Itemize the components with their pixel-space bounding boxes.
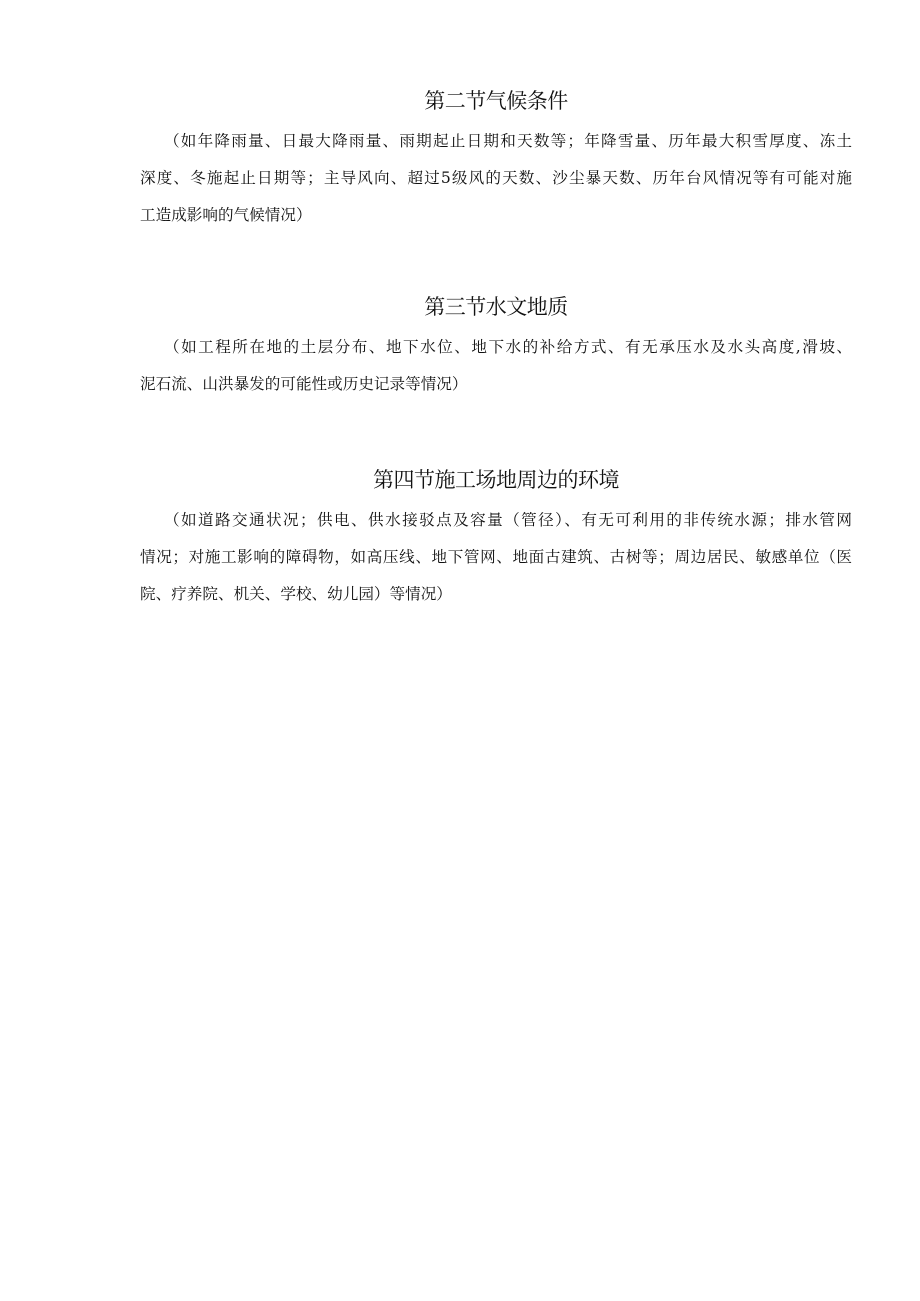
section-paragraph [140, 123, 852, 234]
paragraph-line: 深度、冬施起止日期等；主导风向、超过5级风的天数、沙尘暴天数、历年台风情况等有可能对施 [140, 169, 852, 187]
paragraph-line: （如工程所在地的土层分布、地下水位、地下水的补给方式、有无承压水及水头高度,滑坡、 [164, 338, 852, 356]
section-paragraph [140, 502, 852, 613]
paragraph-line: 院、疗养院、机关、学校、幼儿园）等情况） [140, 585, 452, 603]
paragraph-line: 工造成影响的气候情况） [140, 206, 312, 224]
section-heading: 第三节水文地质 [424, 295, 568, 319]
paragraph-line: 情况；对施工影响的障碍物，如高压线、地下管网、地面古建筑、古树等；周边居民、敏感单位（医 [140, 548, 852, 566]
section-paragraph [140, 329, 852, 403]
section-heading: 第二节气候条件 [424, 89, 568, 113]
paragraph-line: 泥石流、山洪暴发的可能性或历史记录等情况） [140, 375, 468, 393]
section-climate [140, 86, 852, 234]
section-hydrogeology [140, 292, 852, 403]
section-surroundings [140, 465, 852, 613]
section-heading: 第四节施工场地周边的环境 [373, 468, 619, 492]
paragraph-line: （如年降雨量、日最大降雨量、雨期起止日期和天数等；年降雪量、历年最大积雪厚度、冻土 [164, 132, 852, 150]
paragraph-line: （如道路交通状况；供电、供水接驳点及容量（管径）、有无可利用的非传统水源；排水管网 [164, 511, 852, 529]
